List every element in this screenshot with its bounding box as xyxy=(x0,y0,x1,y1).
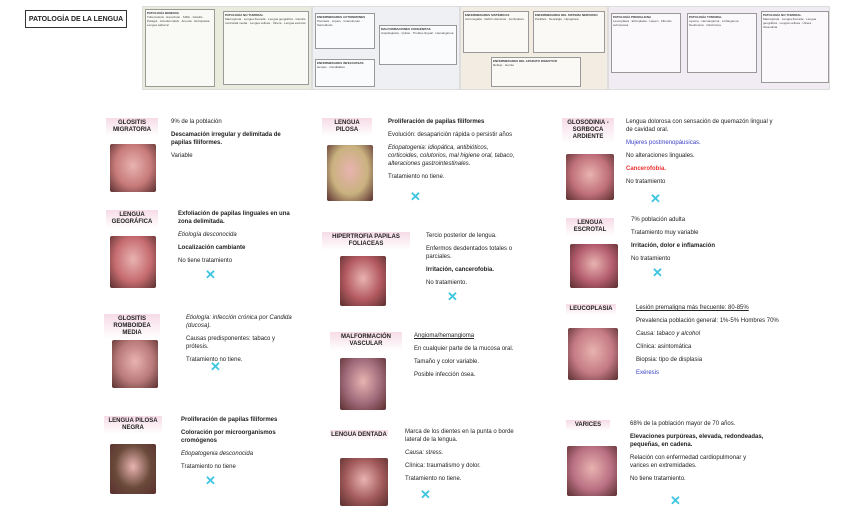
overview-box-title: ENFERMEDADES SISTÉMICAS xyxy=(465,13,510,17)
overview-box-title: PATOLOGÍA PREMALIGNA xyxy=(613,15,652,19)
page-title: PATOLOGÍA DE LA LENGUA xyxy=(25,10,127,28)
description-line: Tratamiento no tiene. xyxy=(388,174,445,180)
description-line: No tratamiento. xyxy=(426,280,468,286)
overview-box-items: Macroglosia · Lengua fisurada · Lengua geográfica · Lengua vellosa · Úlcera · Glosodinia xyxy=(763,17,817,29)
description-line: Causa: stress. xyxy=(405,450,444,456)
condition-label: MALFORMACIÓN VASCULAR xyxy=(330,332,402,350)
tongue-photo xyxy=(112,340,158,388)
description-line: Exfoliación de papilas linguales en una zona delimitada. xyxy=(178,211,290,225)
description-line: Angioma/hemangioma xyxy=(414,333,475,339)
tongue-photo xyxy=(327,145,373,201)
description-line: Tratamiento no tiene. xyxy=(186,357,243,363)
description-line: Lesión premaligna más frecuente: 80-85% xyxy=(636,305,749,311)
description-line: Etiología: infección crónica por Candida (ducosa). xyxy=(186,315,292,329)
description-line: 9% de la población xyxy=(171,119,222,125)
overview-box-items: Macroglosia · Lengua fisurada · Lengua geográfica · Glositis romboidal media · Lengua vellosa · Úlcera · Lengua escrotal xyxy=(225,17,306,25)
description-line: Relación con enfermedad cardiopulmonar y varices en extremidades. xyxy=(630,455,747,469)
cursor-mark-icon: ✕ xyxy=(670,493,681,508)
tongue-photo xyxy=(110,144,156,192)
cursor-mark-icon: ✕ xyxy=(205,473,216,488)
condition-label: VARICES xyxy=(566,420,610,431)
description-line: Prevalencia población general: 1%-5% Hombres 70% xyxy=(636,318,779,324)
condition-description xyxy=(626,118,776,191)
overview-box-title: PATOLOGÍA NO TUMORAL xyxy=(225,13,264,17)
description-line: Localización cambiante xyxy=(178,245,246,251)
condition-label: GLOSITIS ROMBOIDEA MEDIA xyxy=(104,314,160,339)
condition-label: LENGUA GEOGRÁFICA xyxy=(106,210,158,228)
overview-box xyxy=(379,25,457,65)
description-line: Irritación, dolor e inflamación xyxy=(631,243,716,249)
tongue-photo xyxy=(568,328,618,380)
description-line: Clínica: asintomática xyxy=(636,344,692,350)
description-line: Causa: tabaco y alcohol xyxy=(636,331,701,337)
description-line: Evolución: desaparición rápida o persistir años xyxy=(388,132,513,138)
condition-label: LENGUA ESCROTAL xyxy=(566,218,614,236)
overview-box-title: PATOLOGÍA BENIGNA xyxy=(147,11,179,15)
overview-box-items: Parálisis · Neuralgia · Hipoglosia xyxy=(535,17,579,21)
cursor-mark-icon: ✕ xyxy=(652,265,663,280)
overview-box-items: Psoriasis · Liquen · Granulomas · Sarcoidosis xyxy=(317,19,362,27)
condition-label: LENGUA DENTADA xyxy=(330,430,388,441)
overview-box xyxy=(315,59,375,87)
cursor-mark-icon: ✕ xyxy=(420,487,431,502)
description-line: No tiene tratamiento xyxy=(178,258,233,264)
overview-box-items: Leucoplasia · Eritroplasia · Liquen · Fibrosis submucosa xyxy=(613,19,672,27)
description-line: No tratamiento xyxy=(631,256,671,262)
cursor-mark-icon: ✕ xyxy=(447,289,458,304)
description-line: Elevaciones purpúreas, elevada, redondeadas, pequeñas, en cadena. xyxy=(630,434,764,448)
overview-box-title: ENFERMEDADES INFECCIOSAS xyxy=(317,61,364,65)
condition-description xyxy=(414,332,534,384)
condition-description xyxy=(388,118,518,186)
description-line: Marca de los dientes en la punta o borde lateral de la lengua. xyxy=(405,429,514,443)
condition-description xyxy=(636,304,784,382)
description-line: Tratamiento no tiene xyxy=(181,464,236,470)
condition-description xyxy=(630,420,764,488)
description-line: Etiopatogenia: idiopática, antibióticos, corticoides, colutorios, mal higiene oral, tabaco, alteraciones gastrointestinales. xyxy=(388,145,515,167)
overview-box-title: PATOLOGÍA TUMORAL xyxy=(689,15,723,19)
condition-description xyxy=(186,314,296,369)
description-line: 68% de la población mayor de 70 años. xyxy=(630,421,736,427)
condition-label: GLOSODINIA - SGRBOCA ARDIENTE xyxy=(562,118,614,143)
overview-box-title: ENFERMEDADES DEL APARATO DIGESTIVO xyxy=(493,59,558,63)
description-line: Tratamiento no tiene. xyxy=(405,476,462,482)
tongue-photo xyxy=(340,256,386,306)
overview-image xyxy=(608,6,830,90)
cursor-mark-icon: ✕ xyxy=(410,189,421,204)
overview-box-items: Herpes · Candidiasis xyxy=(317,65,345,69)
overview-box xyxy=(491,57,581,87)
description-line: Enfermos desdentados totales o parciales. xyxy=(426,246,513,260)
description-line: Exéresis xyxy=(636,370,660,376)
overview-box-items: Lipoma · Hemangioma · Linfangioma · Neurinoma · Carcinoma xyxy=(689,19,741,27)
overview-box xyxy=(463,11,529,53)
overview-box-title: ENFERMEDADES AUTOINMUNES xyxy=(317,15,366,19)
description-line: Tamaño y color variable. xyxy=(414,359,480,365)
overview-box-title: ENFERMEDADES DEL SISTEMA NERVIOSO xyxy=(535,13,598,17)
description-line: Etiología desconocida xyxy=(178,232,237,238)
condition-description xyxy=(178,210,290,270)
overview-box-items: Reflujo · Hernia xyxy=(493,63,514,67)
overview-box xyxy=(761,11,829,83)
condition-label: GLOSITIS MIGRATORIA xyxy=(106,118,158,136)
condition-description xyxy=(171,118,281,165)
description-line: Proliferación de papilas filiformes xyxy=(181,417,278,423)
overview-box-title: PATOLOGÍA NO TUMORAL xyxy=(763,13,802,17)
condition-description xyxy=(631,216,743,268)
cursor-mark-icon: ✕ xyxy=(210,359,221,374)
overview-box xyxy=(315,13,375,49)
condition-label: HIPERTROFIA PAPILAS FOLIACEAS xyxy=(322,232,410,250)
overview-box xyxy=(687,13,757,73)
description-line: Tercio posterior de lengua. xyxy=(426,233,497,239)
overview-box xyxy=(145,9,215,87)
condition-label: LEUCOPLASIA xyxy=(566,304,616,315)
overview-image xyxy=(312,6,460,90)
tongue-photo xyxy=(340,358,386,410)
overview-box-items: Anquiloglosia · Quiste · Tiroides lingual · Hemangioma xyxy=(381,31,454,35)
description-line: Etiopatogenia desconocida xyxy=(181,451,254,457)
overview-image xyxy=(142,6,312,90)
description-line: Proliferación de papilas filiformes xyxy=(388,119,485,125)
description-line: Irritación, cancerofobia. xyxy=(426,267,495,273)
tongue-photo xyxy=(110,236,156,288)
description-line: No tratamiento xyxy=(626,179,666,185)
tongue-photo xyxy=(570,244,618,288)
description-line: Tratamiento muy variable xyxy=(631,230,699,236)
overview-box-items: Acromegalia · Déficit vitaminas · Amiloidosis xyxy=(465,17,524,21)
description-line: Descamación irregular y delimitada de papilas filiformes. xyxy=(171,132,281,146)
description-line: En cualquier parte de la mucosa oral. xyxy=(414,346,514,352)
cursor-mark-icon: ✕ xyxy=(205,267,216,282)
overview-box xyxy=(533,11,605,53)
tongue-photo xyxy=(567,446,617,496)
description-line: Clínica: traumatismo y dolor. xyxy=(405,463,481,469)
condition-label: LENGUA PILOSA NEGRA xyxy=(104,416,162,434)
overview-box xyxy=(223,11,309,85)
overview-box-title: MALFORMACIONES CONGÉNITAS xyxy=(381,27,431,31)
tongue-photo xyxy=(110,444,156,494)
tongue-photo xyxy=(340,458,388,506)
description-line: 7% población adulta xyxy=(631,217,686,223)
description-line: Biopsia: tipo de displasia xyxy=(636,357,703,363)
condition-description xyxy=(181,416,295,476)
description-line: Variable xyxy=(171,153,193,159)
overview-box-items: Tuberculosis · Escorbuto · Sífilis · Glositis · Pelagra · Acrodermatitis · Anemia · Eritroplasia · Lengua saburral xyxy=(147,15,212,27)
description-line: Coloración por microorganismos cromógenos xyxy=(181,430,276,444)
condition-description xyxy=(426,232,532,292)
cursor-mark-icon: ✕ xyxy=(650,191,661,206)
description-line: Mujeres postmenopáusicas. xyxy=(626,140,701,146)
description-line: Cancerofobia. xyxy=(626,166,667,172)
condition-description xyxy=(405,428,525,488)
description-line: Posible infección ósea. xyxy=(414,372,476,378)
condition-label: LENGUA PILOSA xyxy=(322,118,372,136)
tongue-photo xyxy=(566,154,614,200)
overview-image xyxy=(460,6,608,90)
description-line: No tiene tratamiento. xyxy=(630,476,686,482)
description-line: Lengua dolorosa con sensación de quemazón lingual y de cavidad oral. xyxy=(626,119,773,133)
description-line: Causas predisponentes: tabaco y prótesis. xyxy=(186,336,276,350)
description-line: No alteraciones linguales. xyxy=(626,153,695,159)
overview-box xyxy=(611,13,681,73)
